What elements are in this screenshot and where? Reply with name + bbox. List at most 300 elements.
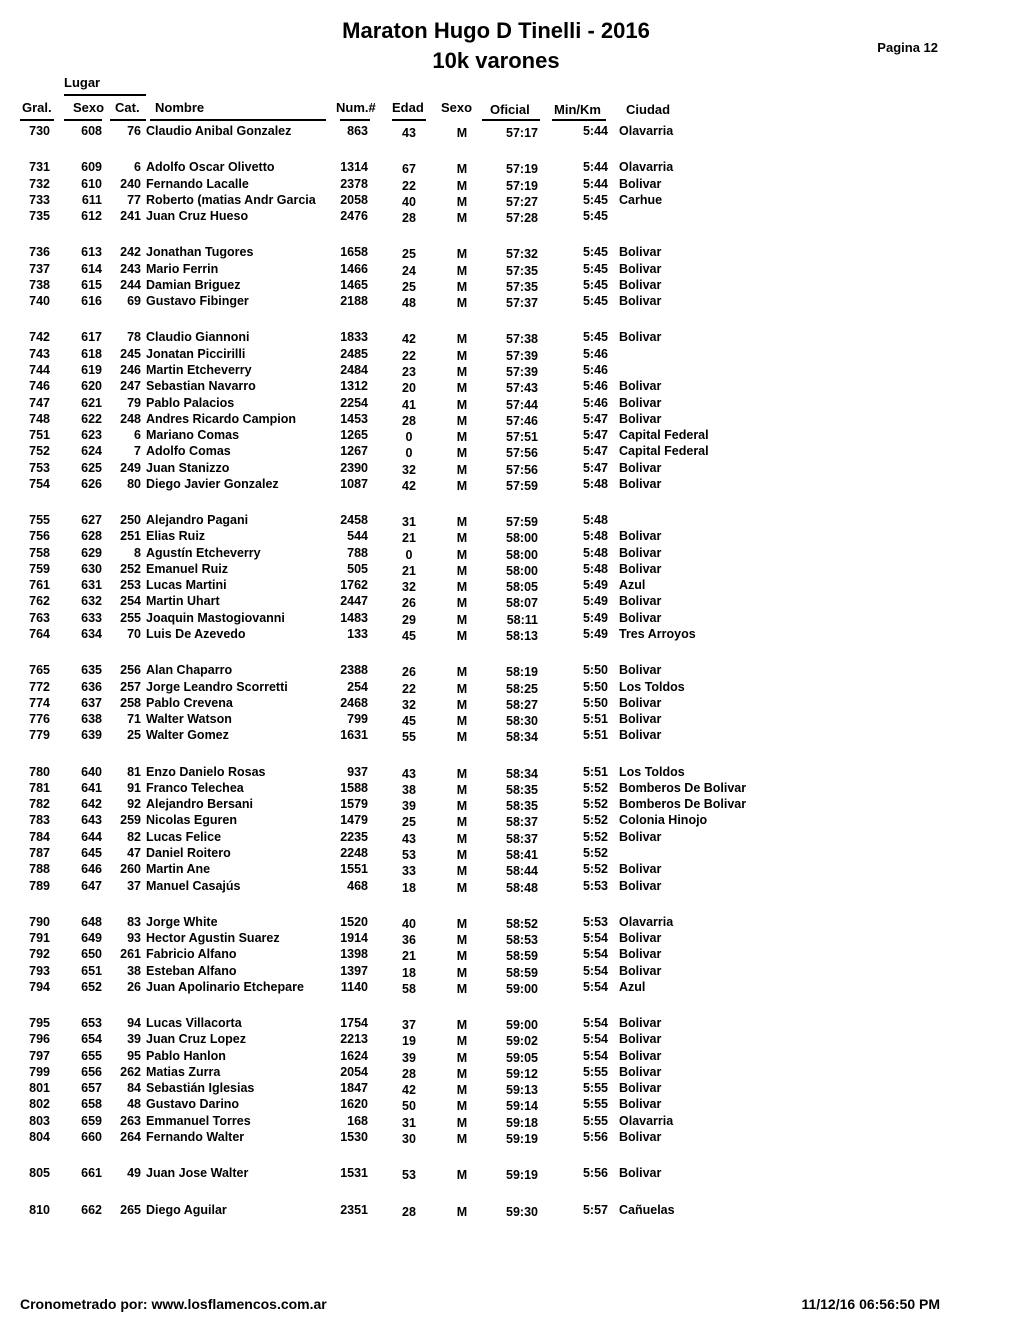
row-nombre: Alan Chaparro <box>146 663 233 677</box>
table-row <box>0 209 1024 225</box>
row-edad: 32 <box>402 463 416 477</box>
row-ciudad: Bolivar <box>619 712 662 726</box>
row-nombre: Claudio Anibal Gonzalez <box>146 124 292 138</box>
row-gral: 801 <box>29 1081 50 1095</box>
row-nombre: Mariano Comas <box>146 428 240 442</box>
row-gral: 746 <box>29 379 50 393</box>
table-row <box>0 1114 1024 1130</box>
row-sexo: M <box>456 365 468 379</box>
row-gral: 795 <box>29 1016 50 1030</box>
row-ciudad: Olavarria <box>619 160 674 174</box>
row-oficial: 58:59 <box>506 949 538 963</box>
row-minkm: 5:49 <box>582 578 608 592</box>
row-ciudad: Azul <box>619 578 646 592</box>
row-minkm: 5:48 <box>582 562 608 576</box>
row-ciudad: Bolivar <box>619 879 662 893</box>
table-row <box>0 578 1024 594</box>
row-oficial: 58:00 <box>506 548 538 562</box>
row-edad: 53 <box>402 1168 416 1182</box>
row-sexo: M <box>456 682 468 696</box>
row-cat-pos: 242 <box>120 245 141 259</box>
row-ciudad: Olavarria <box>619 124 674 138</box>
row-sexo-pos: 653 <box>81 1016 102 1030</box>
table-row <box>0 1016 1024 1032</box>
row-nombre: Fernando Lacalle <box>146 177 249 191</box>
row-ciudad: Bolivar <box>619 830 662 844</box>
row-oficial: 58:05 <box>506 580 538 594</box>
row-edad: 30 <box>402 1132 416 1146</box>
row-sexo: M <box>456 1168 468 1182</box>
row-num: 2378 <box>340 177 368 191</box>
row-num: 2447 <box>340 594 368 608</box>
row-sexo: M <box>456 917 468 931</box>
row-sexo-pos: 649 <box>81 931 102 945</box>
row-num: 505 <box>347 562 368 576</box>
row-sexo-pos: 654 <box>81 1032 102 1046</box>
row-cat-pos: 249 <box>120 461 141 475</box>
row-sexo-pos: 644 <box>81 830 102 844</box>
row-sexo: M <box>456 162 468 176</box>
row-minkm: 5:48 <box>582 529 608 543</box>
table-row <box>0 964 1024 980</box>
row-minkm: 5:47 <box>582 461 608 475</box>
row-num: 2485 <box>340 347 368 361</box>
footer-timestamp: 11/12/16 06:56:50 PM <box>801 1296 940 1312</box>
table-row <box>0 781 1024 797</box>
row-gral: 735 <box>29 209 50 223</box>
row-gral: 783 <box>29 813 50 827</box>
row-ciudad: Bomberos De Bolivar <box>619 781 747 795</box>
row-sexo: M <box>456 264 468 278</box>
row-minkm: 5:46 <box>582 396 608 410</box>
row-ciudad: Bolivar <box>619 1065 662 1079</box>
row-gral: 784 <box>29 830 50 844</box>
row-gral: 791 <box>29 931 50 945</box>
row-num: 1631 <box>340 728 368 742</box>
row-edad: 41 <box>402 398 416 412</box>
row-num: 2054 <box>340 1065 368 1079</box>
row-sexo: M <box>456 548 468 562</box>
row-sexo: M <box>456 446 468 460</box>
row-edad: 26 <box>402 596 416 610</box>
table-row <box>0 278 1024 294</box>
row-edad: 22 <box>402 179 416 193</box>
row-sexo: M <box>456 1132 468 1146</box>
row-edad: 43 <box>402 767 416 781</box>
row-nombre: Franco Telechea <box>146 781 244 795</box>
row-minkm: 5:50 <box>582 663 608 677</box>
row-nombre: Pablo Hanlon <box>146 1049 226 1063</box>
row-sexo-pos: 646 <box>81 862 102 876</box>
row-minkm: 5:44 <box>582 124 608 138</box>
row-sexo-pos: 617 <box>81 330 102 344</box>
row-edad: 18 <box>402 881 416 895</box>
row-gral: 743 <box>29 347 50 361</box>
row-oficial: 57:35 <box>506 280 538 294</box>
row-cat-pos: 260 <box>120 862 141 876</box>
row-ciudad: Capital Federal <box>619 428 709 442</box>
row-gral: 737 <box>29 262 50 276</box>
row-sexo-pos: 662 <box>81 1203 102 1217</box>
row-gral: 748 <box>29 412 50 426</box>
row-num: 2235 <box>340 830 368 844</box>
table-row <box>0 1166 1024 1182</box>
row-oficial: 58:00 <box>506 531 538 545</box>
table-row <box>0 813 1024 829</box>
row-gral: 742 <box>29 330 50 344</box>
row-sexo: M <box>456 531 468 545</box>
row-oficial: 59:13 <box>506 1083 538 1097</box>
row-gral: 732 <box>29 177 50 191</box>
row-num: 1551 <box>340 862 368 876</box>
row-oficial: 57:39 <box>506 349 538 363</box>
row-edad: 42 <box>402 332 416 346</box>
row-ciudad: Bolivar <box>619 562 662 576</box>
row-num: 1483 <box>340 611 368 625</box>
row-cat-pos: 91 <box>127 781 141 795</box>
row-ciudad: Bolivar <box>619 862 662 876</box>
row-sexo-pos: 623 <box>81 428 102 442</box>
table-row <box>0 513 1024 529</box>
row-gral: 758 <box>29 546 50 560</box>
row-num: 863 <box>347 124 368 138</box>
table-row <box>0 879 1024 895</box>
row-gral: 738 <box>29 278 50 292</box>
row-sexo: M <box>456 398 468 412</box>
row-minkm: 5:48 <box>582 477 608 491</box>
row-sexo-pos: 648 <box>81 915 102 929</box>
row-cat-pos: 37 <box>127 879 141 893</box>
row-edad: 21 <box>402 531 416 545</box>
row-sexo: M <box>456 1067 468 1081</box>
row-oficial: 59:14 <box>506 1099 538 1113</box>
row-minkm: 5:54 <box>582 980 608 994</box>
row-minkm: 5:51 <box>582 728 608 742</box>
row-num: 2213 <box>340 1032 368 1046</box>
row-edad: 28 <box>402 211 416 225</box>
row-sexo-pos: 610 <box>81 177 102 191</box>
row-num: 2484 <box>340 363 368 377</box>
row-minkm: 5:45 <box>582 193 608 207</box>
row-minkm: 5:45 <box>582 278 608 292</box>
row-cat-pos: 95 <box>127 1049 141 1063</box>
row-oficial: 57:35 <box>506 264 538 278</box>
row-nombre: Fernando Walter <box>146 1130 245 1144</box>
table-row <box>0 915 1024 931</box>
row-nombre: Fabricio Alfano <box>146 947 237 961</box>
row-sexo-pos: 660 <box>81 1130 102 1144</box>
row-sexo: M <box>456 430 468 444</box>
row-nombre: Sebastian Navarro <box>146 379 256 393</box>
row-num: 1658 <box>340 245 368 259</box>
row-num: 1466 <box>340 262 368 276</box>
table-row <box>0 294 1024 310</box>
table-row <box>0 461 1024 477</box>
row-sexo-pos: 645 <box>81 846 102 860</box>
row-minkm: 5:55 <box>582 1097 608 1111</box>
row-sexo-pos: 633 <box>81 611 102 625</box>
row-gral: 794 <box>29 980 50 994</box>
row-num: 1265 <box>340 428 368 442</box>
row-edad: 25 <box>402 280 416 294</box>
row-sexo: M <box>456 815 468 829</box>
row-ciudad: Bolivar <box>619 1097 662 1111</box>
row-edad: 21 <box>402 949 416 963</box>
row-minkm: 5:52 <box>582 781 608 795</box>
row-sexo: M <box>456 1205 468 1219</box>
row-ciudad: Bolivar <box>619 1049 662 1063</box>
row-gral: 792 <box>29 947 50 961</box>
row-ciudad: Bolivar <box>619 696 662 710</box>
row-sexo-pos: 622 <box>81 412 102 426</box>
row-oficial: 58:00 <box>506 564 538 578</box>
row-cat-pos: 38 <box>127 964 141 978</box>
col-header-ciudad: Ciudad <box>626 102 671 117</box>
row-sexo-pos: 643 <box>81 813 102 827</box>
row-edad: 48 <box>402 296 416 310</box>
row-cat-pos: 47 <box>127 846 141 860</box>
table-row <box>0 1081 1024 1097</box>
row-minkm: 5:52 <box>582 813 608 827</box>
row-gral: 751 <box>29 428 50 442</box>
row-nombre: Enzo Danielo Rosas <box>146 765 266 779</box>
row-minkm: 5:47 <box>582 428 608 442</box>
row-cat-pos: 263 <box>120 1114 141 1128</box>
row-nombre: Jorge White <box>146 915 218 929</box>
row-oficial: 58:37 <box>506 832 538 846</box>
row-ciudad: Bolivar <box>619 931 662 945</box>
row-cat-pos: 253 <box>120 578 141 592</box>
table-row <box>0 611 1024 627</box>
row-oficial: 57:59 <box>506 515 538 529</box>
row-minkm: 5:52 <box>582 797 608 811</box>
row-edad: 24 <box>402 264 416 278</box>
row-sexo: M <box>456 414 468 428</box>
row-num: 1140 <box>340 980 368 994</box>
row-sexo: M <box>456 479 468 493</box>
row-nombre: Emanuel Ruiz <box>146 562 228 576</box>
table-row <box>0 160 1024 176</box>
row-num: 168 <box>347 1114 368 1128</box>
row-num: 254 <box>347 680 368 694</box>
row-sexo-pos: 624 <box>81 444 102 458</box>
row-ciudad: Bolivar <box>619 1081 662 1095</box>
row-cat-pos: 93 <box>127 931 141 945</box>
row-ciudad: Los Toldos <box>619 765 685 779</box>
row-sexo: M <box>456 332 468 346</box>
row-edad: 50 <box>402 1099 416 1113</box>
row-cat-pos: 49 <box>127 1166 141 1180</box>
row-cat-pos: 252 <box>120 562 141 576</box>
row-sexo-pos: 655 <box>81 1049 102 1063</box>
row-gral: 782 <box>29 797 50 811</box>
row-oficial: 58:48 <box>506 881 538 895</box>
col-header-cat: Cat. <box>115 100 140 115</box>
row-edad: 28 <box>402 1067 416 1081</box>
row-minkm: 5:46 <box>582 379 608 393</box>
row-minkm: 5:55 <box>582 1114 608 1128</box>
row-ciudad: Tres Arroyos <box>619 627 696 641</box>
row-nombre: Damian Briguez <box>146 278 241 292</box>
row-sexo: M <box>456 1018 468 1032</box>
row-cat-pos: 257 <box>120 680 141 694</box>
row-gral: 752 <box>29 444 50 458</box>
row-minkm: 5:45 <box>582 262 608 276</box>
table-row <box>0 562 1024 578</box>
row-nombre: Martin Etcheverry <box>146 363 252 377</box>
row-minkm: 5:50 <box>582 680 608 694</box>
row-num: 544 <box>347 529 368 543</box>
row-oficial: 58:11 <box>506 613 538 627</box>
row-edad: 39 <box>402 799 416 813</box>
row-cat-pos: 80 <box>127 477 141 491</box>
row-ciudad: Bolivar <box>619 1130 662 1144</box>
row-gral: 787 <box>29 846 50 860</box>
row-sexo: M <box>456 665 468 679</box>
row-sexo: M <box>456 596 468 610</box>
table-row <box>0 428 1024 444</box>
row-sexo-pos: 628 <box>81 529 102 543</box>
row-gral: 796 <box>29 1032 50 1046</box>
row-nombre: Alejandro Pagani <box>146 513 249 527</box>
row-sexo-pos: 609 <box>81 160 102 174</box>
row-cat-pos: 255 <box>120 611 141 625</box>
row-cat-pos: 8 <box>134 546 141 560</box>
row-cat-pos: 83 <box>127 915 141 929</box>
row-minkm: 5:45 <box>582 209 608 223</box>
row-gral: 802 <box>29 1097 50 1111</box>
row-sexo-pos: 635 <box>81 663 102 677</box>
row-gral: 790 <box>29 915 50 929</box>
table-row <box>0 947 1024 963</box>
row-edad: 39 <box>402 1051 416 1065</box>
row-edad: 20 <box>402 381 416 395</box>
row-oficial: 58:25 <box>506 682 538 696</box>
row-sexo: M <box>456 247 468 261</box>
row-minkm: 5:57 <box>582 1203 608 1217</box>
row-cat-pos: 7 <box>134 444 141 458</box>
table-row <box>0 728 1024 744</box>
row-oficial: 57:43 <box>506 381 538 395</box>
row-gral: 805 <box>29 1166 50 1180</box>
table-row <box>0 1130 1024 1146</box>
table-row <box>0 177 1024 193</box>
table-row <box>0 412 1024 428</box>
row-oficial: 57:19 <box>506 162 538 176</box>
row-sexo: M <box>456 1083 468 1097</box>
row-minkm: 5:54 <box>582 964 608 978</box>
row-ciudad: Bolivar <box>619 611 662 625</box>
row-num: 1267 <box>340 444 368 458</box>
footer-credit: Cronometrado por: www.losflamencos.com.ar <box>20 1296 327 1312</box>
row-minkm: 5:51 <box>582 712 608 726</box>
row-gral: 781 <box>29 781 50 795</box>
page-number: Pagina 12 <box>877 40 938 55</box>
row-nombre: Joaquin Mastogiovanni <box>146 611 285 625</box>
row-ciudad: Bolivar <box>619 245 662 259</box>
table-row <box>0 529 1024 545</box>
row-sexo-pos: 637 <box>81 696 102 710</box>
table-row <box>0 1049 1024 1065</box>
row-cat-pos: 248 <box>120 412 141 426</box>
row-gral: 772 <box>29 680 50 694</box>
row-cat-pos: 48 <box>127 1097 141 1111</box>
row-oficial: 57:56 <box>506 446 538 460</box>
row-sexo-pos: 661 <box>81 1166 102 1180</box>
row-nombre: Adolfo Comas <box>146 444 231 458</box>
row-minkm: 5:56 <box>582 1130 608 1144</box>
row-gral: 780 <box>29 765 50 779</box>
row-num: 133 <box>347 627 368 641</box>
row-minkm: 5:46 <box>582 347 608 361</box>
row-cat-pos: 25 <box>127 728 141 742</box>
row-nombre: Lucas Martini <box>146 578 227 592</box>
row-nombre: Jorge Leandro Scorretti <box>146 680 288 694</box>
row-nombre: Matias Zurra <box>146 1065 221 1079</box>
table-row <box>0 1203 1024 1219</box>
row-ciudad: Bolivar <box>619 396 662 410</box>
table-row <box>0 765 1024 781</box>
row-oficial: 58:30 <box>506 714 538 728</box>
table-row <box>0 262 1024 278</box>
row-oficial: 58:44 <box>506 864 538 878</box>
row-edad: 21 <box>402 564 416 578</box>
row-ciudad: Bolivar <box>619 330 662 344</box>
row-num: 788 <box>347 546 368 560</box>
table-row <box>0 627 1024 643</box>
row-sexo-pos: 611 <box>81 193 102 207</box>
row-num: 2468 <box>340 696 368 710</box>
row-gral: 733 <box>29 193 50 207</box>
row-oficial: 59:12 <box>506 1067 538 1081</box>
row-num: 799 <box>347 712 368 726</box>
row-num: 1588 <box>340 781 368 795</box>
row-num: 1847 <box>340 1081 368 1095</box>
row-ciudad: Los Toldos <box>619 680 685 694</box>
row-oficial: 57:19 <box>506 179 538 193</box>
row-edad: 43 <box>402 126 416 140</box>
row-cat-pos: 78 <box>127 330 141 344</box>
row-cat-pos: 6 <box>134 428 141 442</box>
row-nombre: Walter Watson <box>146 712 232 726</box>
row-nombre: Jonatan Piccirilli <box>146 347 246 361</box>
row-oficial: 59:00 <box>506 982 538 996</box>
table-row <box>0 712 1024 728</box>
row-cat-pos: 70 <box>127 627 141 641</box>
row-edad: 22 <box>402 349 416 363</box>
row-minkm: 5:44 <box>582 177 608 191</box>
row-oficial: 58:34 <box>506 730 538 744</box>
row-sexo-pos: 615 <box>81 278 102 292</box>
row-sexo: M <box>456 799 468 813</box>
row-gral: 761 <box>29 578 50 592</box>
row-sexo: M <box>456 280 468 294</box>
row-nombre: Juan Apolinario Etchepare <box>146 980 304 994</box>
row-sexo: M <box>456 864 468 878</box>
row-num: 1479 <box>340 813 368 827</box>
row-minkm: 5:52 <box>582 862 608 876</box>
row-cat-pos: 261 <box>120 947 141 961</box>
row-ciudad: Bolivar <box>619 947 662 961</box>
row-sexo-pos: 634 <box>81 627 102 641</box>
row-sexo-pos: 641 <box>81 781 102 795</box>
col-header-sexo2: Sexo <box>441 100 473 115</box>
row-num: 2388 <box>340 663 368 677</box>
row-gral: 730 <box>29 124 50 138</box>
row-sexo: M <box>456 848 468 862</box>
row-cat-pos: 76 <box>127 124 141 138</box>
row-nombre: Jonathan Tugores <box>146 245 254 259</box>
